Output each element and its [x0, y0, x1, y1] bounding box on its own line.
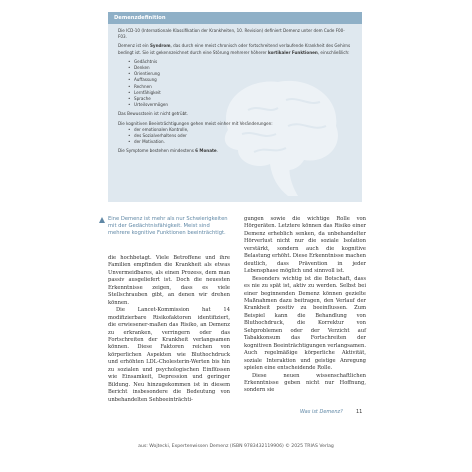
changes-list	[128, 127, 352, 146]
text-run: , das durch eine meist chronisch oder fortschreitend verlaufende Krankheit des Gehirns bedingt ist. Sie ist gekennzeichnet durch eine Störung mehrerer höherer	[118, 43, 351, 55]
right-column	[244, 216, 366, 395]
running-head: Was ist Demenz?	[300, 409, 343, 415]
triangle-icon	[99, 217, 105, 223]
list-item: • Rechnen	[128, 84, 352, 90]
list-item: • Denken	[128, 65, 352, 71]
functions-list	[128, 59, 352, 109]
text-run: .	[216, 148, 219, 154]
list-item: • Gedächtnis	[128, 59, 352, 65]
definition-paragraph-icd: Die ICD-10 (Internationale Klassifikation der Krankheiten, 10. Revision) definiert Demenz unter dem Code F00-F03.	[118, 28, 345, 40]
list-item: • Lernfähigkeit	[128, 90, 352, 96]
list-item: • Orientierung	[128, 71, 352, 77]
page-number: 11	[356, 409, 363, 415]
body-paragraph: gungen sowie die wichtige Rolle von Hörgeräten. Letztere können das Risiko einer Demenz erheblich senken, da unbehandelter Hörverlust nicht nur die soziale Isolation verstärkt, sondern auch die kognitive Belastung erhöht. Diese Erkenntnisse machen deutlich, dass Prävention in jeder Lebensphase möglich und sinnvoll ist.	[244, 216, 366, 275]
text-run: Demenz ist ein	[118, 43, 150, 49]
list-item: • der emotionalen Kontrolle,	[128, 127, 352, 133]
list-item: • Auffassung	[128, 77, 352, 83]
list-item: • Sprache	[128, 96, 352, 102]
definition-body	[108, 24, 362, 155]
definition-paragraph-changes: Die kognitiven Beeinträchtigungen gehen meist einher mit Veränderungen:	[118, 120, 273, 126]
text-run: Die Symptome bestehen mindestens	[118, 148, 196, 154]
definition-paragraph-syndrome	[118, 43, 352, 55]
list-item: • Urteilsvermögen	[128, 102, 352, 108]
term-duration: 6 Monate	[195, 148, 217, 154]
text-run: , einschließlich:	[317, 49, 350, 55]
margin-note-text: Eine Demenz ist mehr als nur Schwierigkeiten mit der Gedächtnisfähigkeit. Meist sind mehrere kognitive Funktionen beeinträchtigt.	[108, 216, 228, 237]
body-paragraph: Die Lancet-Kommission hat 14 modifizierbare Risikofaktoren identifiziert, die erwiesener-maßen das Risiko, an Demenz zu erkranken, verringern oder das Fortschreiten der Krankheit verlangsamen können. Diese Faktoren reichen von körperlichen Aspekten wie Bluthochdruck und erhöhten LDL-Cholesterin-Werten bis hin zu sozialen und psychologischen Einflüssen wie Einsamkeit, Depression und geringer Bildung. Neu hinzugekommen ist in diesem Bericht insbesondere die Bedeutung von unbehandelten Sehbeeinträchti-	[108, 307, 230, 403]
definition-paragraph-duration	[118, 148, 352, 154]
definition-box	[108, 12, 362, 202]
body-paragraph: die hochbetagt. Viele Betroffene und ihre Familien empfinden die Krankheit als etwas Unvermeidbares, als einen Prozess, dem man passiv ausgeliefert ist. Doch die neuesten Erkenntnisse zeigen, dass es viele Stellschrauben gibt, an denen wir drehen können.	[108, 255, 230, 306]
body-paragraph: Besonders wichtig ist die Botschaft, dass es nie zu spät ist, aktiv zu werden. Selbst bei einer beginnenden Demenz können gezielte Maßnahmen dazu beitragen, den Verlauf der Krankheit positiv zu beeinflussen. Zum Beispiel kann die Behandlung von Bluthochdruck, die Korrektur von Sehproblemen oder der Verzicht auf Tabakkonsum das Fortschreiten der kognitiven Beeinträchtigungen verlangsamen. Auch regelmäßige körperliche Aktivität, soziale Interaktion und geistige Anregung spielen eine entscheidende Rolle.	[244, 275, 366, 372]
footer-citation: aus: Wojtecki, Expertenwissen Demenz (ISBN 9783432119906) © 2025 TRIAS Verlag	[138, 444, 334, 449]
margin-note	[108, 216, 230, 238]
definition-heading: Demenzdefinition	[108, 12, 362, 24]
list-item: • des Sozialverhaltens oder	[128, 133, 352, 139]
list-item: • der Motivation.	[128, 139, 352, 145]
left-column	[108, 255, 230, 404]
term-cortical-functions: kortikaler Funktionen	[267, 49, 318, 55]
definition-paragraph-consciousness: Das Bewusstsein ist nicht getrübt.	[118, 111, 189, 117]
body-paragraph: Diese neuen wissenschaftlichen Erkenntnisse geben nicht nur Hoffnung, sondern sie	[244, 372, 366, 394]
term-syndrome: Syndrom	[149, 43, 171, 49]
